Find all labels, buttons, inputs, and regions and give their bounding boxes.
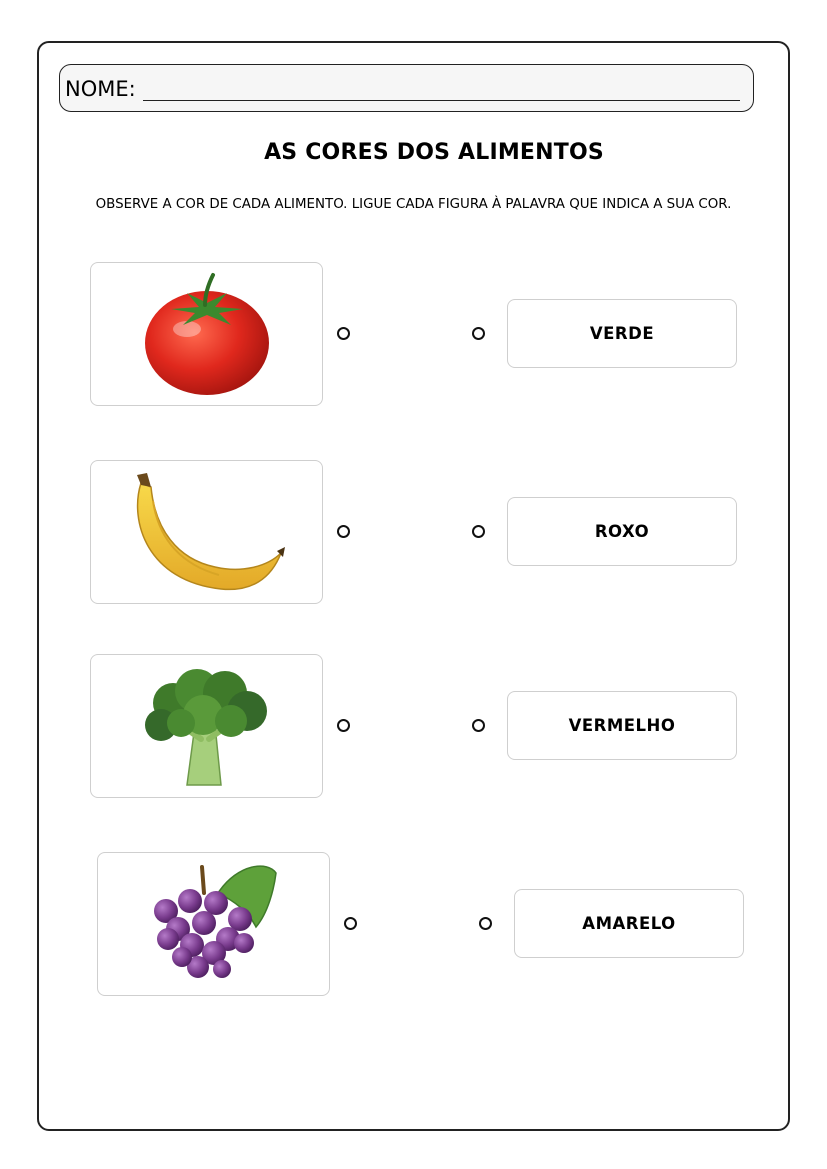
word-label: VERMELHO bbox=[568, 716, 676, 735]
grapes-icon bbox=[98, 853, 331, 997]
connect-dot-word-3[interactable] bbox=[472, 719, 485, 732]
word-label: AMARELO bbox=[582, 914, 676, 933]
instructions: OBSERVE A COR DE CADA ALIMENTO. LIGUE CADA FIGURA À PALAVRA QUE INDICA A SUA COR. bbox=[95, 197, 732, 212]
connect-dot-picture-2[interactable] bbox=[337, 525, 350, 538]
connect-dot-picture-3[interactable] bbox=[337, 719, 350, 732]
word-card-1 bbox=[507, 299, 737, 368]
tomato-icon bbox=[91, 263, 324, 407]
picture-card-tomato bbox=[90, 262, 323, 406]
word-card-4 bbox=[514, 889, 744, 958]
name-field[interactable] bbox=[59, 64, 754, 112]
banana-icon bbox=[91, 461, 324, 605]
word-card-3 bbox=[507, 691, 737, 760]
picture-card-banana bbox=[90, 460, 323, 604]
picture-card-grapes bbox=[97, 852, 330, 996]
connect-dot-picture-1[interactable] bbox=[337, 327, 350, 340]
word-label: ROXO bbox=[594, 522, 650, 541]
connect-dot-picture-4[interactable] bbox=[344, 917, 357, 930]
name-label: NOME: bbox=[65, 77, 136, 101]
picture-card-broccoli bbox=[90, 654, 323, 798]
broccoli-icon bbox=[91, 655, 324, 799]
name-input-line[interactable] bbox=[143, 100, 740, 101]
connect-dot-word-1[interactable] bbox=[472, 327, 485, 340]
connect-dot-word-4[interactable] bbox=[479, 917, 492, 930]
page-title: AS CORES DOS ALIMENTOS bbox=[264, 140, 604, 165]
connect-dot-word-2[interactable] bbox=[472, 525, 485, 538]
word-label: VERDE bbox=[589, 324, 655, 343]
word-card-2 bbox=[507, 497, 737, 566]
